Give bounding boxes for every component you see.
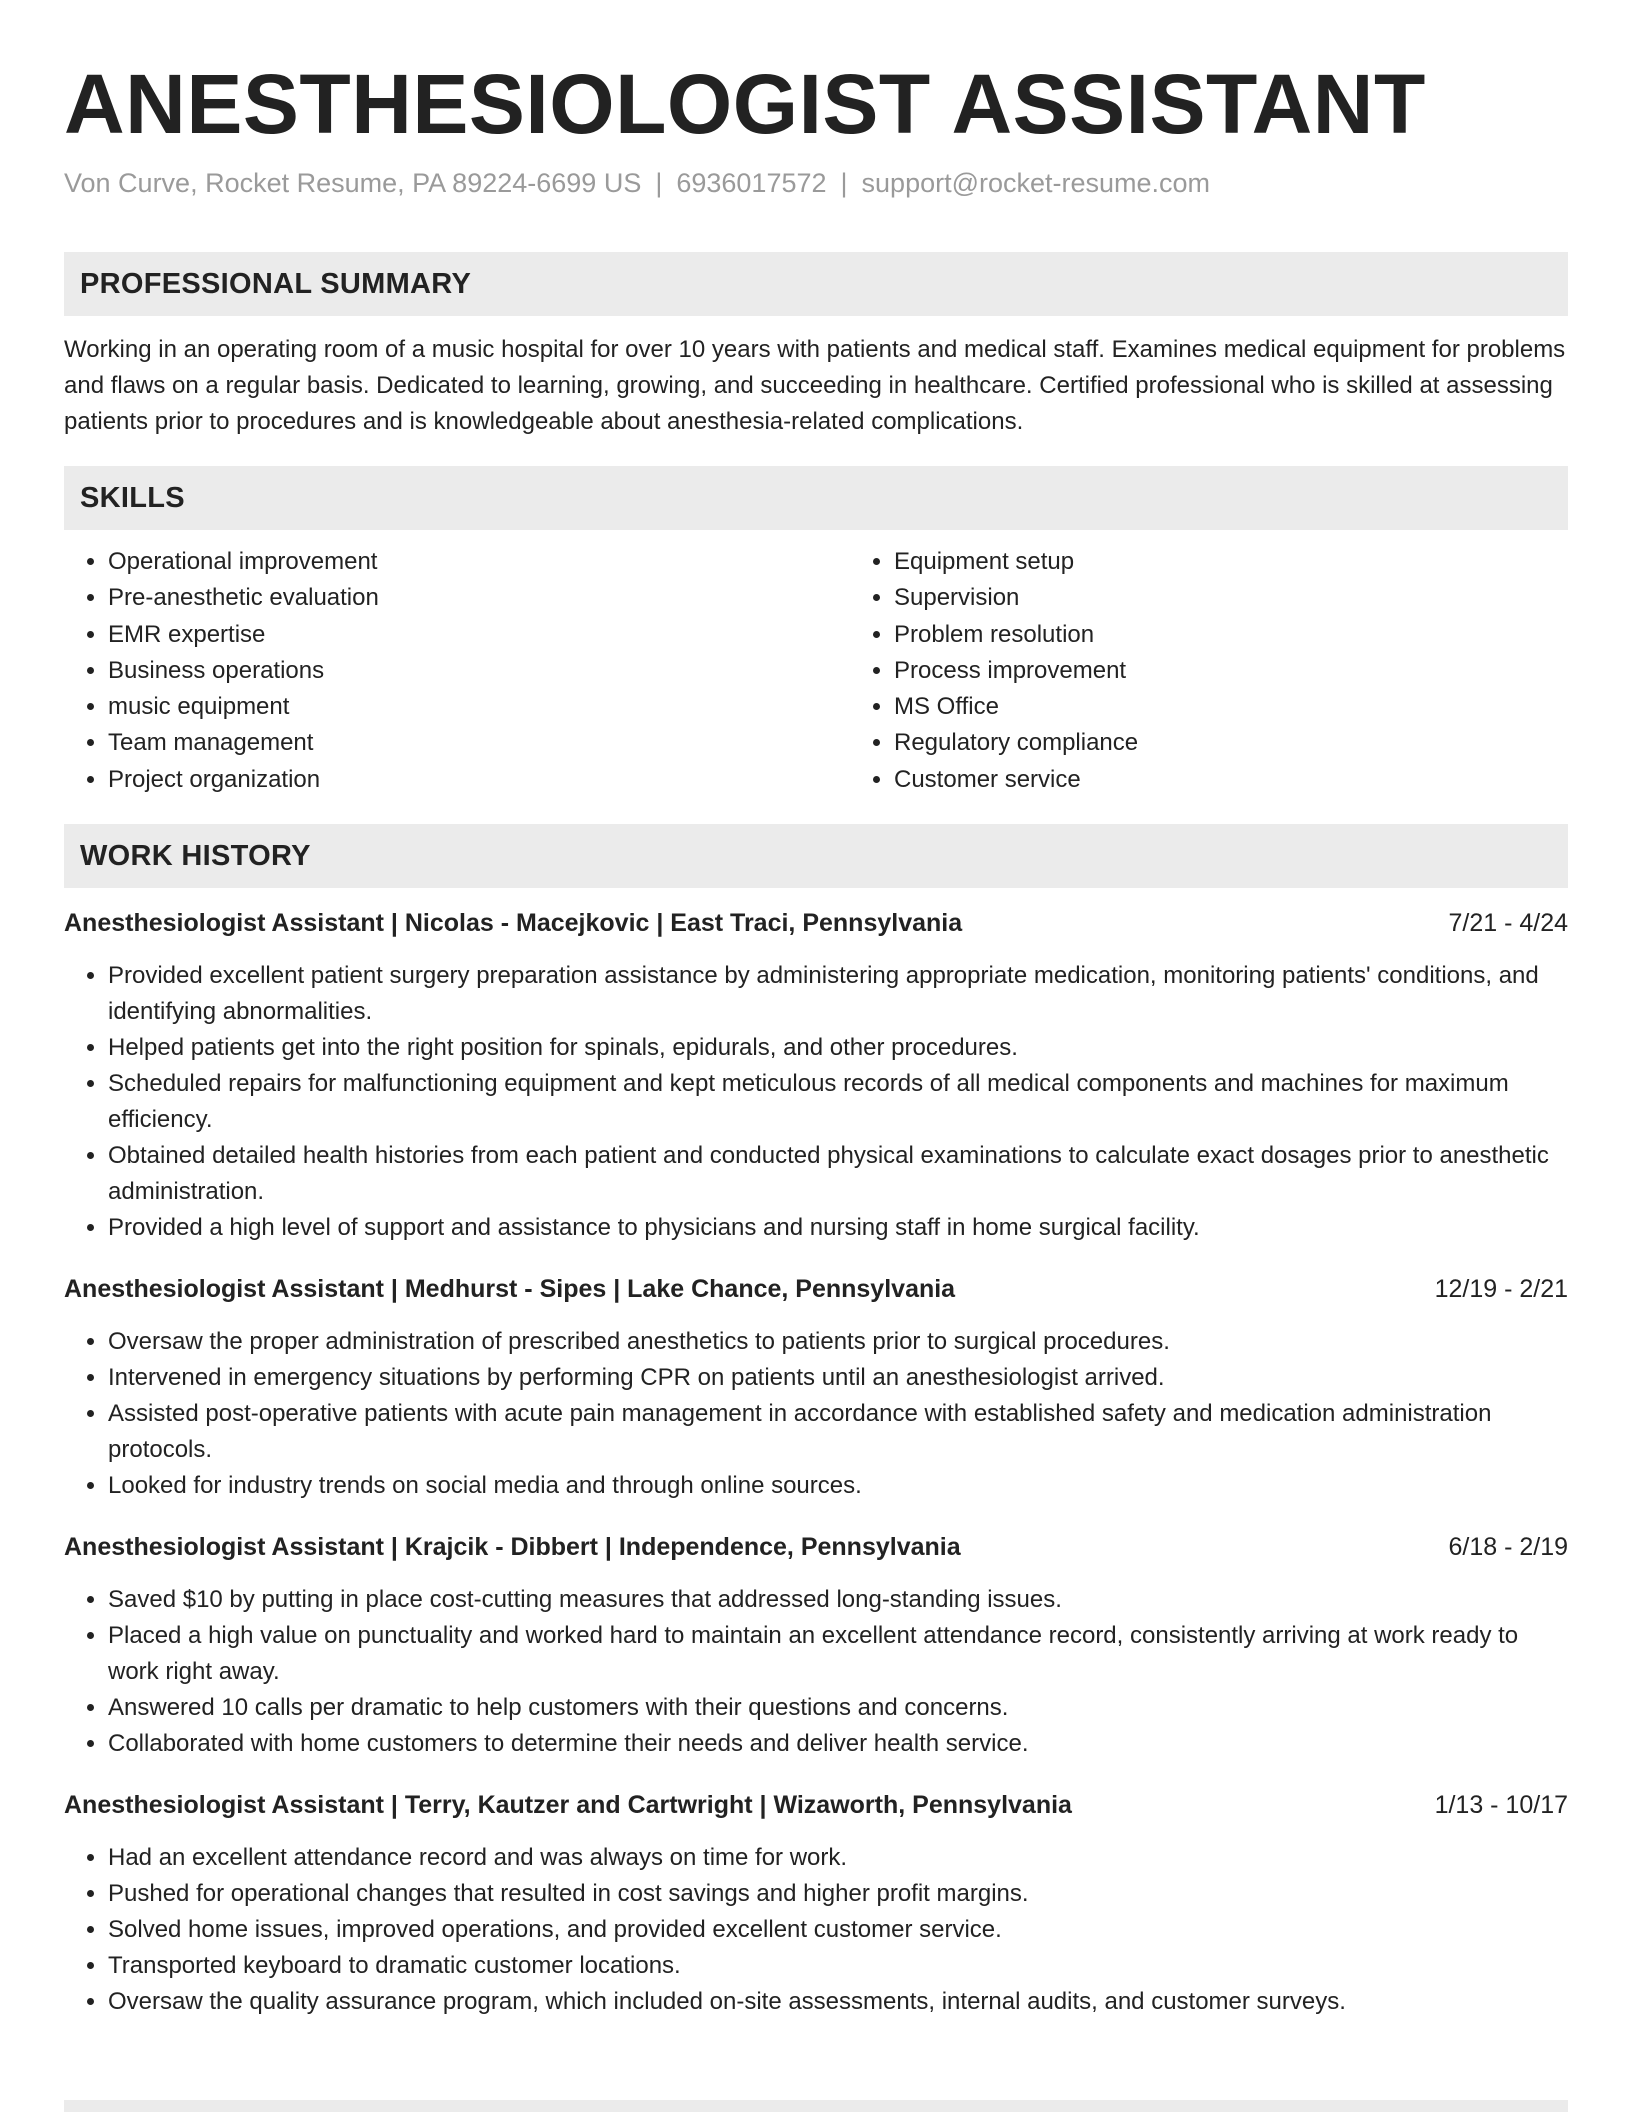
skill-item: • Supervision [894,580,1568,616]
candidate-name: ANESTHESIOLOGIST ASSISTANT [64,57,1426,151]
skill-item: • Project organization [108,762,850,798]
job-bullet: • Oversaw the quality assurance program, which included on-site assessments, internal audits, and customer surveys. [108,1984,1568,2020]
job-bullet: • Scheduled repairs for malfunctioning equipment and kept meticulous records of all medical components and machines for maximum efficiency. [108,1066,1568,1138]
job-dates: 1/13 - 10/17 [1434,1791,1568,1820]
job-bullet: • Looked for industry trends on social media and through online sources. [108,1468,1568,1504]
job-title: Anesthesiologist Assistant | Medhurst - Sipes | Lake Chance, Pennsylvania [64,1275,956,1304]
contact-separator: | [655,168,663,198]
job-heading [64,906,1568,940]
job-bullet: • Intervened in emergency situations by performing CPR on patients until an anesthesiologist arrived. [108,1360,1568,1396]
job-dates: 6/18 - 2/19 [1448,1533,1568,1562]
job-bullet: • Pushed for operational changes that resulted in cost savings and higher profit margins. [108,1876,1568,1912]
contact-separator: | [840,168,848,198]
skill-item: • Problem resolution [894,617,1568,653]
job-bullet: • Helped patients get into the right position for spinals, epidurals, and other procedures. [108,1030,1568,1066]
section-header-summary: PROFESSIONAL SUMMARY [64,252,1568,316]
skills-list [64,544,1568,798]
skills-column-left [64,544,850,798]
skill-item: • Customer service [894,762,1568,798]
job-bullet: • Transported keyboard to dramatic customer locations. [108,1948,1568,1984]
section-header-work-history: WORK HISTORY [64,824,1568,888]
job-bullet: • Saved $10 by putting in place cost-cutting measures that addressed long-standing issues. [108,1582,1568,1618]
job-bullet: • Obtained detailed health histories from each patient and conducted physical examinations to calculate exact dosages prior to anesthetic administration. [108,1138,1568,1210]
job-bullet: • Answered 10 calls per dramatic to help customers with their questions and concerns. [108,1690,1568,1726]
job-bullets [64,1582,1568,1762]
next-section-header-edge [64,2100,1568,2112]
job-entry [64,1530,1568,1762]
job-bullet: • Had an excellent attendance record and was always on time for work. [108,1840,1568,1876]
job-entry [64,906,1568,1246]
job-bullet: • Collaborated with home customers to determine their needs and deliver health service. [108,1726,1568,1762]
job-bullet: • Assisted post-operative patients with acute pain management in accordance with established safety and medication administration protocols. [108,1396,1568,1468]
job-bullet: • Provided a high level of support and assistance to physicians and nursing staff in home surgical facility. [108,1210,1568,1246]
job-title: Anesthesiologist Assistant | Nicolas - Macejkovic | East Traci, Pennsylvania [64,909,963,938]
job-bullets [64,1840,1568,2020]
job-dates: 12/19 - 2/21 [1434,1275,1568,1304]
skill-item: • music equipment [108,689,850,725]
job-bullets [64,1324,1568,1504]
skill-item: • Team management [108,725,850,761]
job-bullet: • Placed a high value on punctuality and worked hard to maintain an excellent attendance record, consistently arriving at work ready to work right away. [108,1618,1568,1690]
job-heading [64,1530,1568,1564]
skill-item: • Regulatory compliance [894,725,1568,761]
section-header-skills: SKILLS [64,466,1568,530]
contact-phone: 6936017572 [676,168,827,198]
job-bullet: • Oversaw the proper administration of prescribed anesthetics to patients prior to surgical procedures. [108,1324,1568,1360]
job-bullet: • Solved home issues, improved operations, and provided excellent customer service. [108,1912,1568,1948]
job-title: Anesthesiologist Assistant | Terry, Kautzer and Cartwright | Wizaworth, Pennsylvania [64,1791,1072,1820]
skill-item: • Equipment setup [894,544,1568,580]
skill-item: • EMR expertise [108,617,850,653]
skills-column-right [850,544,1568,798]
job-heading [64,1788,1568,1822]
job-entry [64,1272,1568,1504]
job-title: Anesthesiologist Assistant | Krajcik - Dibbert | Independence, Pennsylvania [64,1533,961,1562]
contact-line [64,166,1568,200]
job-bullet: • Provided excellent patient surgery preparation assistance by administering appropriate medication, monitoring patients' conditions, and identifying abnormalities. [108,958,1568,1030]
job-bullets [64,958,1568,1246]
skill-item: • Process improvement [894,653,1568,689]
skill-item: • Business operations [108,653,850,689]
job-entry [64,1788,1568,2020]
summary-text: Working in an operating room of a music hospital for over 10 years with patients and medical staff. Examines medical equipment for problems and flaws on a regular basis. Dedicated to learning, growing, and succeeding in healthcare. Certified professional who is skilled at assessing patients prior to procedures and is knowledgeable about anesthesia-related complications. [64,336,1566,435]
contact-email: support@rocket-resume.com [861,168,1211,198]
job-heading [64,1272,1568,1306]
job-dates: 7/21 - 4/24 [1448,909,1568,938]
skill-item: • Operational improvement [108,544,850,580]
contact-address: Von Curve, Rocket Resume, PA 89224-6699 US [64,168,642,198]
skill-item: • MS Office [894,689,1568,725]
skill-item: • Pre-anesthetic evaluation [108,580,850,616]
